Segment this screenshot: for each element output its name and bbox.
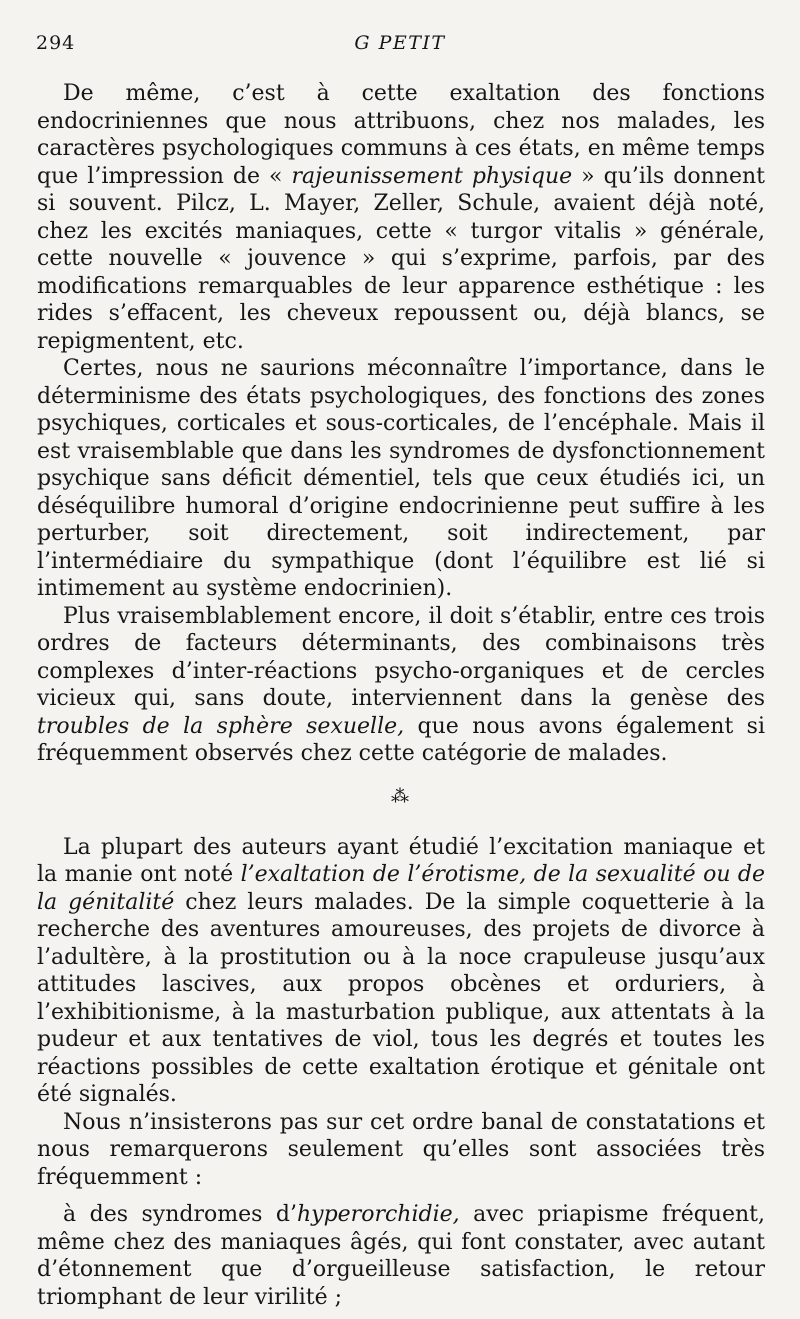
- italic-text-segment: l’exaltation de l’érotisme, de la sexualité ou de la génitalité: [37, 862, 766, 915]
- italic-text-segment: troubles de la sphère sexuelle,: [37, 713, 405, 739]
- paragraph: [37, 80, 765, 355]
- text-segment: » qu’ils donnent si souvent. Pilcz, L. Mayer, Zeller, Schule, avaient déjà noté, chez les excités maniaques, cette « turgor vitalis » générale, cette nouvelle « jouvence » qui s’exprime, parfois, par des modifications remarquables de leur apparence esthétique : les rides s’effacent, les cheveux repoussent ou, déjà blancs, se repigmentent, etc.: [37, 163, 765, 354]
- page-number: 294: [36, 32, 76, 54]
- page-header: [36, 24, 764, 64]
- body-text: [37, 80, 765, 1311]
- text-segment: à des syndromes d’: [63, 1202, 297, 1227]
- text-segment: Plus vraisemblablement encore, il doit s’établir, entre ces trois ordres de facteurs déterminants, des combinaisons très complexes d’inter-réactions psycho-organiques et de cercles vicieux qui, sans doute, interviennent dans la genèse des: [37, 603, 765, 711]
- paragraph: [37, 1109, 765, 1192]
- text-segment: Nous n’insisterons pas sur cet ordre banal de constatations et nous remarquerons seulement qu’elles sont associées très fréquemment :: [37, 1109, 765, 1190]
- text-segment: chez leurs malades. De la simple coquetterie à la recherche des aventures amoureuses, des projets de divorce à l’adultère, à la prostitution ou à la noce crapuleuse jusqu’aux attitudes lascives, aux propos obcènes et orduriers, à l’exhibitionisme, à la masturbation publique, aux attentats à la pudeur et aux tentatives de viol, tous les degrés et toutes les réactions possibles de cette exaltation érotique et génitale ont été signalés.: [37, 889, 766, 1107]
- text-segment: avec priapisme fréquent, même chez des maniaques âgés, qui font constater, avec autant d’étonnement que d’orgueilleuse satisfaction, le retour triomphant de leur virilité ;: [37, 1202, 765, 1310]
- paragraph: [37, 834, 765, 1109]
- paragraph: [37, 1201, 765, 1311]
- italic-text-segment: rajeunissement physique: [291, 163, 573, 189]
- paragraph: [37, 603, 765, 768]
- italic-text-segment: hyperorchidie,: [296, 1202, 460, 1227]
- running-title: G PETIT: [354, 32, 446, 54]
- text-segment: La plupart des auteurs ayant étudié l’excitation maniaque et la manie ont noté: [37, 834, 765, 887]
- paragraph: [37, 355, 765, 603]
- section-divider-asterism: ⁂: [391, 785, 411, 807]
- text-segment: De même, c’est à cette exaltation des fonctions endocriniennes que nous attribuons, chez nos malades, les caractères psychologiques communs à ces états, en même temps que l’impression de «: [37, 81, 765, 189]
- paragraph-gap: [37, 1191, 765, 1201]
- text-segment: que nous avons également si fréquemment observés chez cette catégorie de malades.: [37, 713, 766, 766]
- text-segment: Certes, nous ne saurions méconnaître l’importance, dans le déterminisme des états psychologiques, des fonctions des zones psychiques, corticales et sous-corticales, de l’encéphale. Mais il est vraisemblable que dans les syndromes de dysfonctionnement psychique sans déficit démentiel, tels que ceux étudiés ici, un déséquilibre humoral d’origine endocrinienne peut suffire à les perturber, soit directement, soit indirectement, par l’intermédiaire du sympathique (dont l’équilibre est lié si intimement au système endocrinien).: [37, 356, 765, 601]
